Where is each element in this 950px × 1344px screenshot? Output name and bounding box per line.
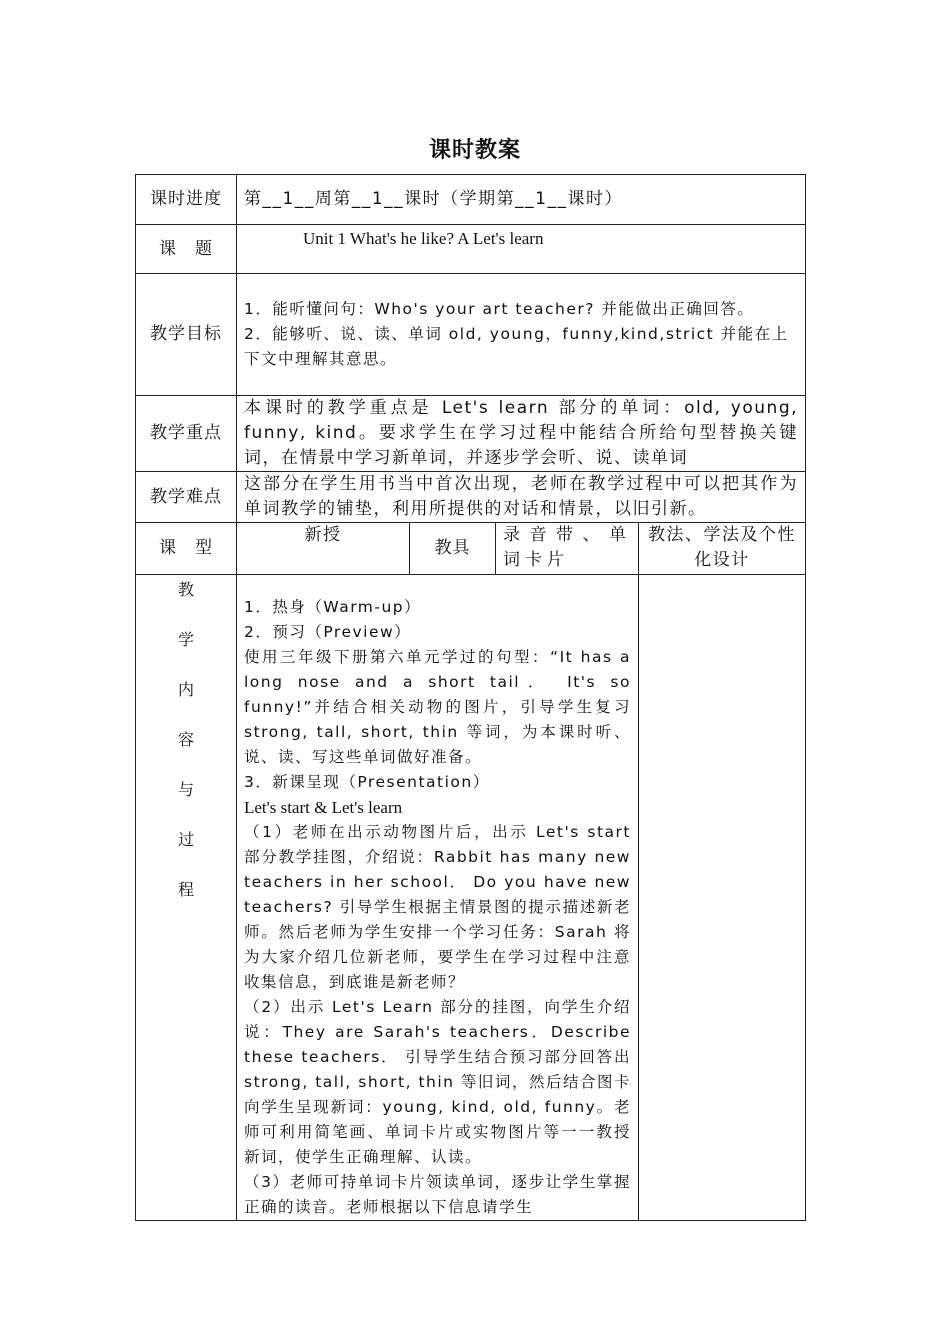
difficulties-value: 这部分在学生用书当中首次出现，老师在教学过程中可以把其作为单词教学的铺垫，利用所提供的对话和情景，以旧引新。	[237, 472, 806, 523]
process-label-char: 容	[177, 730, 194, 749]
methods-design-cell	[639, 575, 806, 1221]
process-paragraph: （1）老师在出示动物图片后，出示 Let's start 部分教学挂图，介绍说：Rabbit has many new teachers in her school． Do you have new teachers? 引导学生根据主情景图的提示描述新老师。然后老师为学生安排一个学习任务：Sarah 将为大家介绍几位新老师，要学生在学习过程中注意收集信息，到底谁是新老师？	[244, 823, 631, 991]
process-content	[237, 575, 639, 1221]
lesson-type-value: 新授	[237, 523, 410, 575]
goal-item-2: 2．能够听、说、读、单词 old, young，funny,kind,strict 并能在上下文中理解其意思。	[244, 325, 789, 368]
row-progress	[136, 175, 806, 225]
goals-cell	[237, 274, 806, 396]
process-label-char: 过	[177, 830, 194, 849]
key-points-label: 教学重点	[136, 396, 237, 472]
process-paragraph: 2．预习（Preview）	[244, 623, 412, 641]
document-title: 课时教案	[428, 138, 521, 163]
row-key-points	[136, 396, 806, 472]
row-goals	[136, 274, 806, 396]
process-paragraph: 使用三年级下册第六单元学过的句型：“It has a long nose and a short tail． It's so funny!”并结合相关动物的图片，引导学生复习 strong, tall, short, thin 等词，为本课时听、说、读、写这些单词做好准备。	[244, 648, 631, 766]
key-points-value: 本课时的教学重点是 Let's learn 部分的单词：old, young, funny, kind。要求学生在学习过程中能结合所给句型替换关键词，在情景中学习新单词，并逐步学会听、说、读单词	[237, 396, 806, 472]
process-paragraph: 1．热身（Warm-up）	[244, 598, 422, 616]
process-paragraph: Let's start & Let's learn	[244, 798, 403, 817]
goals-label: 教学目标	[136, 274, 237, 396]
process-paragraph: （3）老师可持单词卡片领读单词，逐步让学生掌握正确的读音。老师根据以下信息请学生	[244, 1173, 631, 1216]
goal-item-1: 1．能听懂问句：Who's your art teacher? 并能做出正确回答。	[244, 300, 755, 318]
methods-label: 教法、学法及个性化设计	[639, 523, 806, 575]
row-difficulties	[136, 472, 806, 523]
process-label-char: 教	[177, 580, 194, 599]
process-paragraph: 3．新课呈现（Presentation）	[244, 773, 490, 791]
process-label-char: 内	[177, 680, 194, 699]
process-label-char: 与	[177, 780, 194, 799]
row-lesson-type	[136, 523, 806, 575]
lesson-type-label: 课 型	[136, 523, 237, 575]
topic-label: 课 题	[136, 225, 237, 274]
teaching-aids-value: 录音带、单词卡片	[496, 523, 639, 575]
row-topic	[136, 225, 806, 274]
lesson-plan-table	[135, 174, 806, 1221]
difficulties-label: 教学难点	[136, 472, 237, 523]
process-label-char: 学	[177, 630, 194, 649]
progress-label: 课时进度	[136, 175, 237, 225]
topic-value: Unit 1 What's he like? A Let's learn	[237, 225, 806, 274]
process-label	[136, 575, 237, 1221]
process-paragraph: （2）出示 Let's Learn 部分的挂图，向学生介绍说：They are Sarah's teachers．Describe these teachers． 引导学生结合预习部分回答出 strong, tall, short, thin 等旧词，然后结合图卡向学生呈现新词：young, kind, old, funny。老师可利用简笔画、单词卡片或实物图片等一一教授新词，使学生正确理解、认读。	[244, 998, 631, 1166]
teaching-aids-label: 教具	[410, 523, 496, 575]
progress-value: 第__1__周第__1__课时（学期第__1__课时）	[237, 175, 806, 225]
row-process	[136, 575, 806, 1221]
process-label-char: 程	[177, 880, 194, 899]
